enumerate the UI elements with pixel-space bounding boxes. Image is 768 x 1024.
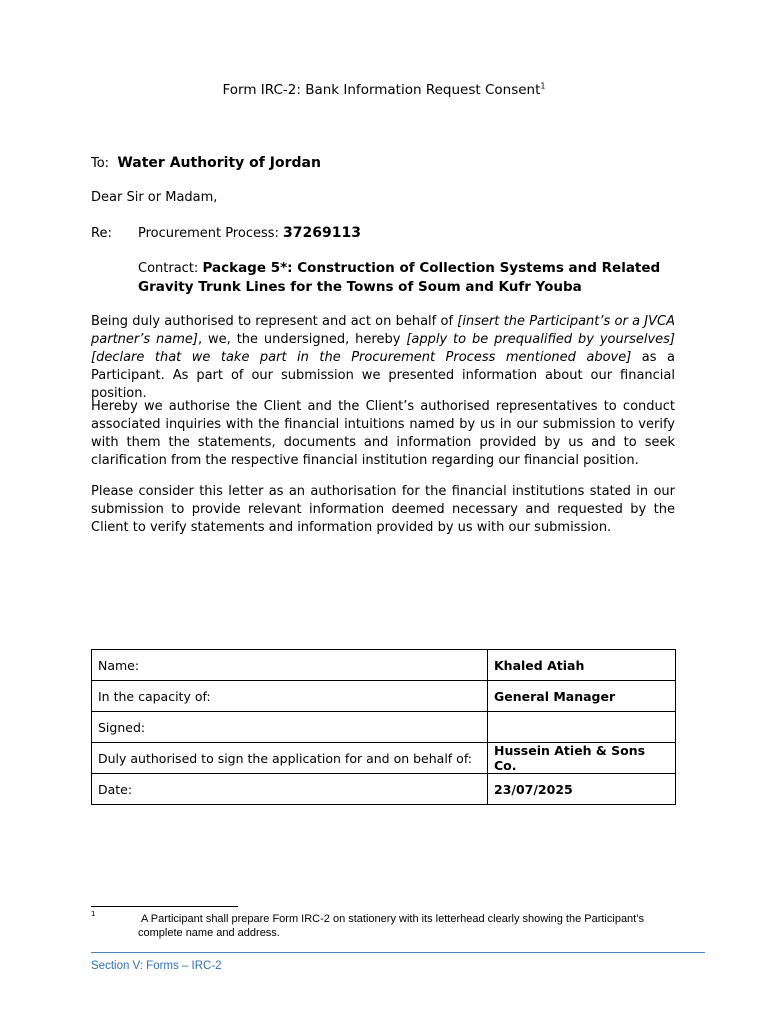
table-row: [92, 650, 676, 681]
authorised-label: Duly authorised to sign the application for and on behalf of:: [92, 743, 488, 774]
contract-title: Package 5*: Construction of Collection Systems and Related Gravity Trunk Lines for the Towns of Soum and Kufr Youba: [138, 260, 661, 295]
paragraph-authorisation: [91, 313, 675, 403]
procurement-process-label: Procurement Process:: [138, 226, 279, 241]
addressee-name: Water Authority of Jordan: [117, 155, 321, 171]
date-value: 23/07/2025: [488, 774, 676, 805]
form-title: [0, 82, 768, 98]
footnote-mark: 1: [91, 910, 96, 918]
name-value: Khaled Atiah: [488, 650, 676, 681]
page-footer: Section V: Forms – IRC-2: [91, 960, 222, 972]
footnote-separator: [91, 906, 238, 907]
re-line: [91, 225, 361, 241]
p1-placeholder-participant: [insert the Participant’s or a JVCA partner’s name]: [91, 314, 675, 347]
date-label: Date:: [92, 774, 488, 805]
contract-label: Contract:: [138, 261, 199, 276]
footer-separator: [91, 952, 705, 953]
p1-text-1: Being duly authorised to represent and act on behalf of: [91, 314, 458, 329]
re-label: Re:: [91, 226, 112, 241]
footnote-text: A Participant shall prepare Form IRC-2 on stationery with its letterhead clearly showing the Participant’s complete name and address.: [138, 913, 644, 939]
table-row: [92, 681, 676, 712]
p1-placeholder-declaration: [apply to be prequalified by yourselves] [declare that we take part in the Procurement Process mentioned above]: [91, 332, 675, 365]
paragraph-financial-institutions: Please consider this letter as an authorisation for the financial institutions stated in our submission to provide relevant information deemed necessary and requested by the Client to verify statements and information provided by us with our submission.: [91, 484, 675, 535]
capacity-value: General Manager: [488, 681, 676, 712]
title-footnote-ref: 1: [540, 81, 546, 91]
p1-text-2: , we, the undersigned, hereby: [198, 332, 407, 347]
table-row: [92, 774, 676, 805]
addressee-label: To:: [91, 156, 110, 171]
form-title-text: Form IRC-2: Bank Information Request Consent: [222, 82, 541, 98]
capacity-label: In the capacity of:: [92, 681, 488, 712]
table-row: [92, 743, 676, 774]
p1-text-3: as a Participant. As part of our submission we presented information about our financial position.: [91, 350, 675, 401]
signature-table: [91, 649, 676, 805]
authorised-value: Hussein Atieh & Sons Co.: [488, 743, 676, 774]
contract-line: [138, 259, 678, 297]
procurement-process-number: 37269113: [283, 225, 361, 241]
signed-value: [488, 712, 676, 743]
table-row: [92, 712, 676, 743]
signed-label: Signed:: [92, 712, 488, 743]
addressee-line: [91, 155, 321, 171]
salutation: Dear Sir or Madam,: [91, 190, 218, 205]
name-label: Name:: [92, 650, 488, 681]
paragraph-inquiries: Hereby we authorise the Client and the Client’s authorised representatives to conduct associated inquiries with the financial intuitions named by us in our submission to verify with them the statements, documents and information provided by us and to seek clarification from the respective financial institution regarding our financial position.: [91, 399, 675, 468]
